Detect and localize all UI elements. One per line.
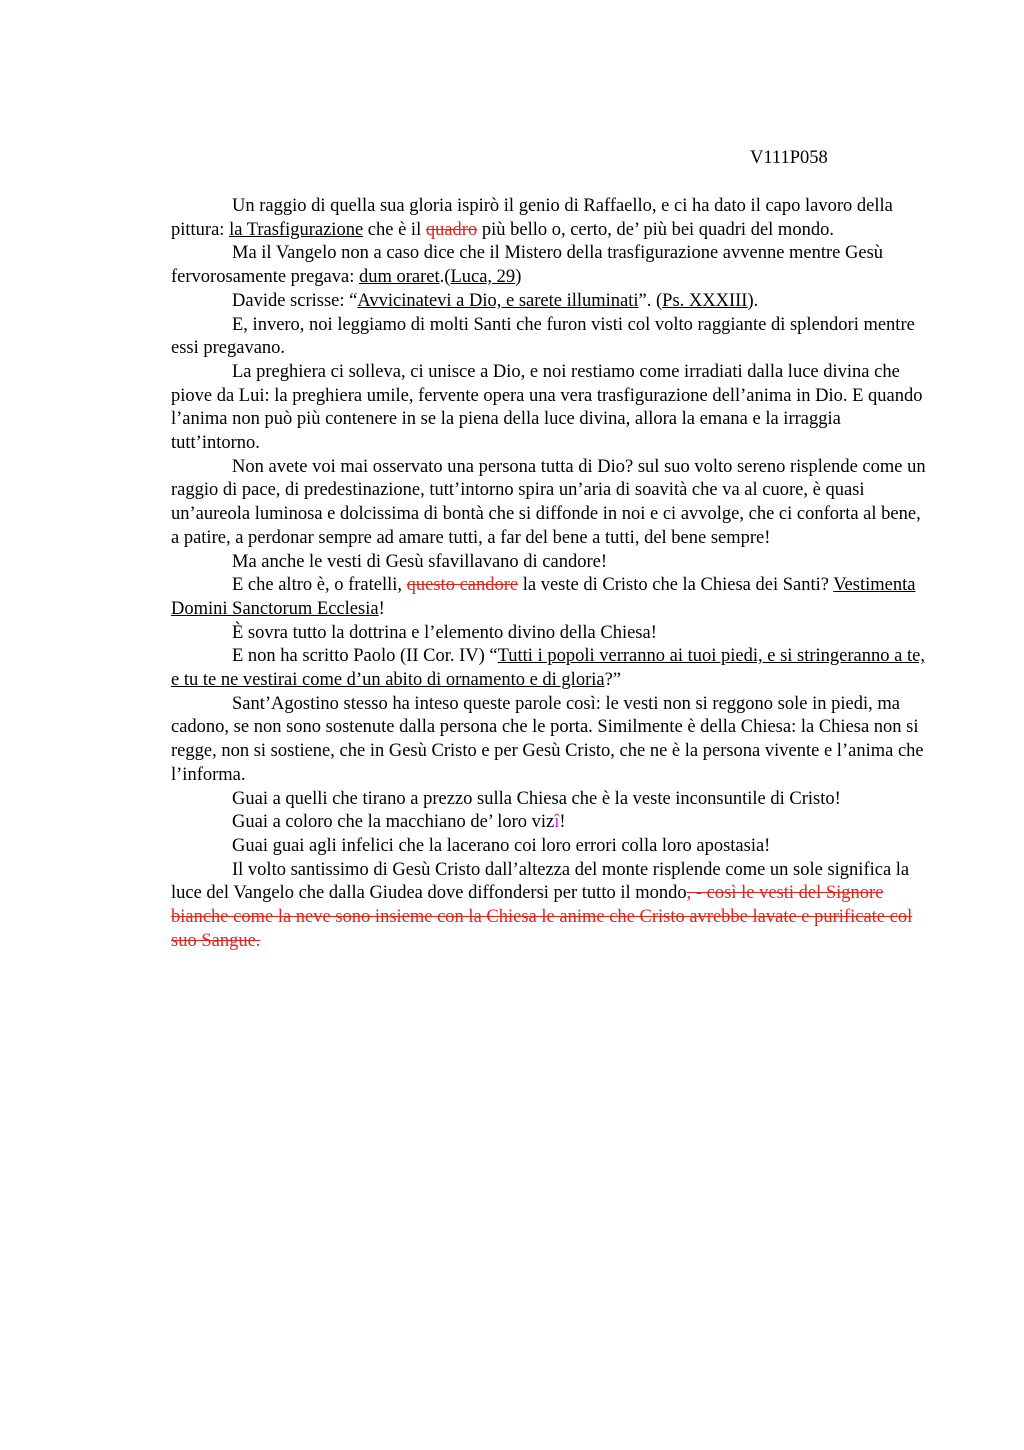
text: ?”	[604, 670, 622, 691]
deleted-text: quadro	[425, 219, 478, 240]
underlined-latin: Vestimenta Domini Sanctorum Ecclesia	[171, 575, 916, 619]
text: !	[559, 812, 566, 833]
text: )	[515, 267, 522, 288]
inserted-character: î	[554, 812, 560, 833]
text: che è il	[363, 219, 426, 240]
paragraph-8	[171, 574, 933, 621]
text: Un raggio di quella sua gloria ispirò il genio di Raffaello, e ci ha dato il capo lavoro della pittura:	[171, 196, 893, 240]
deleted-text: questo candore	[406, 575, 519, 596]
paragraph-3	[171, 290, 933, 314]
paragraph-9: È sovra tutto la dottrina e l’elemento divino della Chiesa!	[232, 622, 657, 643]
text: !	[378, 598, 385, 619]
paragraph-5: La preghiera ci solleva, ci unisce a Dio, e noi restiamo come irradiati dalla luce divina che piove da Lui: la preghiera umile, fervente opera una vera trasfigurazione dell’anima in Dio. E quando l’anima non può più contenere in se la piena della luce divina, allora la emana e la irraggia tutt’intorno.	[171, 361, 923, 454]
text: ).	[747, 290, 759, 311]
paragraph-6: Non avete voi mai osservato una persona tutta di Dio? sul suo volto sereno risplende come un raggio di pace, di predestinazione, tutt’intorno spira un’aria di soavità che va al cuore, è quasi un’aureola luminosa e dolcissima di bontà che si diffonde in noi e ci avvolge, che ci conforta al bene, a patire, a perdonar sempre ad amare tutti, a far del bene a tutti, del bene sempre!	[171, 456, 926, 548]
underlined-quote: Tutti i popoli verranno ai tuoi piedi, e si stringeranno a te, e tu te ne vestirai come d’un abito di ornamento e di gloria	[171, 646, 925, 691]
text: Il volto santissimo di Gesù Cristo dall’altezza del monte risplende come un sole significa la luce del Vangelo che dalla Giudea dove diffondersi per tutto il mondo	[171, 859, 910, 904]
paragraph-14: Guai guai agli infelici che la lacerano coi loro errori colla loro apostasia!	[232, 835, 771, 856]
underlined-title: la Trasfigurazione	[229, 219, 364, 240]
paragraph-12: Guai a quelli che tirano a prezzo sulla Chiesa che è la veste inconsuntile di Cristo!	[232, 788, 841, 809]
paragraph-11: Sant’Agostino stesso ha inteso queste parole così: le vesti non si reggono sole in piedi, ma cadono, se non sono sostenute dalla persona che le porta. Similmente è della Chiesa: la Chiesa non si regge, non si sostiene, che in Gesù Cristo e per Gesù Cristo, che ne è la persona vivente e l’anima che l’informa.	[171, 693, 924, 785]
text: Guai a coloro che la macchiano de’ loro viz	[232, 812, 555, 833]
page-id: V111P058	[750, 148, 828, 168]
paragraph-7: Ma anche le vesti di Gesù sfavillavano di candore!	[232, 551, 608, 572]
text: Davide scrisse: “	[232, 290, 358, 311]
document-body	[171, 195, 933, 954]
paragraph-15	[171, 859, 933, 954]
paragraph-2	[171, 242, 933, 289]
paragraph-4: E, invero, noi leggiamo di molti Santi che furon visti col volto raggiante di splendori mentre essi pregavano.	[171, 314, 915, 359]
text: E che altro è, o fratelli,	[232, 575, 407, 596]
text: E non ha scritto Paolo (II Cor. IV) “	[232, 646, 498, 667]
underlined-quote: Avvicinatevi a Dio, e sarete illuminati	[357, 290, 639, 311]
underlined-quote: dum oraret	[359, 267, 440, 288]
deleted-text: , - così le vesti del Signore bianche come la neve sono insieme con la Chiesa le anime che Cristo avrebbe lavate e purificate col suo Sangue.	[171, 883, 913, 951]
text: più bello o, certo, de’ più bei quadri del mondo.	[477, 219, 834, 240]
text: ”. (	[638, 290, 663, 311]
paragraph-13	[171, 811, 933, 835]
underlined-citation: Ps. XXXIII	[662, 290, 748, 311]
text: .(	[439, 267, 451, 288]
underlined-citation: Luca, 29	[450, 267, 516, 288]
paragraph-10	[171, 645, 933, 692]
paragraph-1	[171, 195, 933, 242]
text: la veste di Cristo che la Chiesa dei Santi?	[518, 575, 834, 596]
text: Ma il Vangelo non a caso dice che il Mistero della trasfigurazione avvenne mentre Gesù fervorosamente pregava:	[171, 243, 884, 288]
